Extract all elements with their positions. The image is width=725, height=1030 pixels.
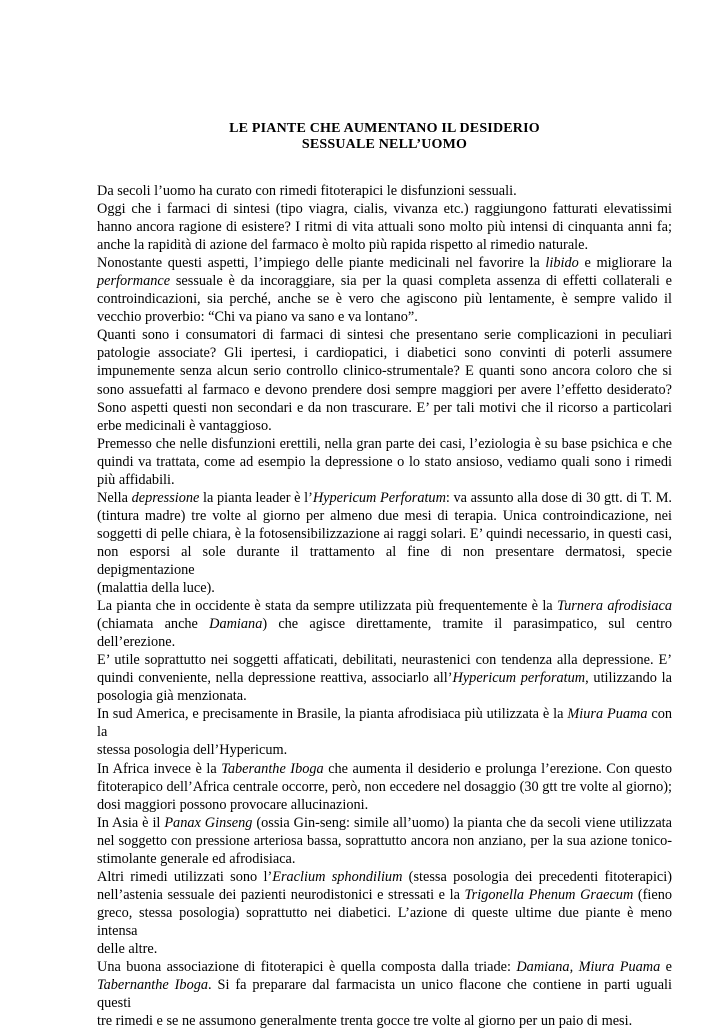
text-segment: con la: [97, 706, 673, 741]
text-line: [97, 741, 672, 759]
text-segment: Premesso che nelle disfunzioni erettili, nella gran parte dei casi, l’eziologia è su base psichica e che: [97, 435, 672, 452]
text-line: [97, 705, 672, 741]
text-line: [97, 1012, 672, 1030]
text-line: [97, 308, 672, 326]
text-line: [97, 778, 672, 796]
text-segment: (tintura madre) tre volte al giorno per almeno due mesi di terapia. Unica controindicazione, nei: [97, 507, 672, 524]
italic-term: libido: [545, 255, 579, 272]
text-line: [97, 399, 672, 417]
document-title: [97, 121, 672, 153]
text-segment: vecchio proverbio: “Chi va piano va sano e va lontano”.: [97, 309, 418, 326]
italic-term: performance: [97, 273, 171, 290]
text-segment: tre rimedi e se ne assumono generalmente trenta gocce tre volte al giorno per un paio di mesi.: [97, 1013, 633, 1030]
text-segment: stimolante generale ed afrodisiaca.: [97, 850, 296, 867]
italic-term: Tabernanthe Iboga: [97, 977, 209, 994]
text-line: [97, 850, 672, 868]
text-line: [97, 832, 672, 850]
text-segment: patologie associate? Gli ipertesi, i cardiopatici, i diabetici sono convinti di poterli assumere: [97, 345, 672, 362]
text-line: [97, 362, 672, 380]
text-line: [97, 976, 672, 1012]
text-line: [97, 290, 672, 308]
text-segment: sessuale è da incoraggiare, sia per la quasi completa assenza di effetti collaterali e: [170, 273, 672, 290]
text-segment: ) che agisce direttamente, tramite il parasimpatico, sul centro dell’erezione.: [97, 616, 672, 651]
italic-term: Damiana, Miura Puama: [516, 959, 661, 976]
text-line: [97, 254, 672, 272]
text-segment: posologia già menzionata.: [97, 688, 247, 705]
text-line: [97, 471, 672, 489]
text-line: [97, 417, 672, 435]
text-segment: impunemente senza alcun serio controllo clinico-strumentale? E quanti sono ancora coloro che si: [97, 363, 672, 380]
italic-term: Eraclium sphondilium: [272, 868, 403, 885]
text-segment: In sud America, e precisamente in Brasile, la pianta afrodisiaca più utilizzata è la: [97, 706, 568, 723]
text-segment: (chiamata anche: [97, 616, 210, 633]
text-segment: Quanti sono i consumatori di farmaci di sintesi che presentano serie complicazioni in peculiari: [97, 327, 672, 344]
text-segment: sono assuefatti al farmaco e devono prendere dosi sempre maggiori per avere l’effetto desiderato?: [97, 381, 672, 398]
italic-term: depressione: [131, 489, 200, 506]
text-segment: la pianta leader è l’: [199, 489, 313, 506]
text-line: [97, 760, 672, 778]
text-segment: quindi va trattata, come ad esempio la depressione o lo stato ansioso, vediamo quali sono i rimedi: [97, 453, 672, 470]
text-segment: stessa posologia dell’Hypericum.: [97, 742, 288, 759]
text-line: [97, 543, 672, 579]
text-line: [97, 687, 672, 705]
italic-term: Hypericum perforatum: [452, 670, 586, 687]
text-line: [97, 868, 672, 886]
text-segment: : va assunto alla dose di 30 gtt. di T. M.: [445, 489, 673, 506]
text-line: [97, 218, 672, 236]
text-line: [97, 904, 672, 940]
text-segment: erbe medicinali è vantaggioso.: [97, 417, 272, 434]
text-segment: (malattia della luce).: [97, 580, 215, 597]
text-segment: . Si fa preparare dal farmacista un unico flacone che contiene in parti uguali questi: [97, 977, 672, 1012]
text-segment: Una buona associazione di fitoterapici è quella composta dalla triade:: [97, 959, 517, 976]
text-segment: In Africa invece è la: [97, 760, 222, 777]
text-line: [97, 525, 672, 543]
italic-term: Hypericum Perforatum: [312, 489, 446, 506]
text-segment: nel soggetto con pressione arteriosa bassa, soprattutto ancora non anziano, per la sua azione tonico-: [97, 832, 672, 849]
text-line: [97, 200, 672, 218]
text-line: [97, 453, 672, 471]
text-line: [97, 435, 672, 453]
text-segment: quindi conveniente, nella depressione reattiva, associarlo all’: [97, 670, 453, 687]
text-line: [97, 489, 672, 507]
title-line-1: LE PIANTE CHE AUMENTANO IL DESIDERIO: [229, 121, 540, 136]
text-segment: hanno ancora ragione di esistere? I ritmi di vita attuali sono molto più intensi di cinquanta anni fa;: [97, 219, 672, 236]
text-segment: In Asia è il: [97, 814, 165, 831]
text-segment: Oggi che i farmaci di sintesi (tipo viagra, cialis, vivanza etc.) raggiungono fatturati elevatissimi: [97, 201, 672, 218]
text-line: [97, 597, 672, 615]
text-segment: dosi maggiori possono provocare allucinazioni.: [97, 796, 369, 813]
text-segment: (ossia Gin-seng: simile all’uomo) la pianta che da secoli viene utilizzata: [252, 814, 672, 831]
text-line: [97, 344, 672, 362]
text-segment: La pianta che in occidente è stata da sempre utilizzata più frequentemente è la: [97, 598, 557, 615]
text-line: [97, 814, 672, 832]
text-segment: soggetti di pelle chiara, è la fotosensibilizzazione ai raggi solari. E’ quindi necessario, in questi casi,: [97, 525, 672, 542]
italic-term: Turnera afrodisiaca: [556, 598, 672, 615]
italic-term: Taberanthe Iboga: [221, 760, 324, 777]
text-segment: non esporsi al sole durante il trattamento al fine di non presentare dermatosi, specie depigmentazione: [97, 543, 672, 578]
text-segment: (fieno: [633, 886, 672, 903]
italic-term: Miura Puama: [567, 706, 648, 723]
text-segment: , utilizzando la: [585, 670, 672, 687]
text-segment: Da secoli l’uomo ha curato con rimedi fitoterapici le disfunzioni sessuali.: [97, 183, 517, 199]
text-line: [97, 182, 672, 200]
text-line: [97, 940, 672, 958]
text-line: [97, 579, 672, 597]
italic-term: Trigonella Phenum Graecum: [464, 886, 634, 903]
text-segment: e: [660, 959, 672, 976]
text-segment: che aumenta il desiderio e prolunga l’erezione. Con questo: [323, 760, 672, 777]
text-segment: Nella: [97, 489, 132, 506]
text-segment: fitoterapico dell’Africa centrale occorre, però, non eccedere nel dosaggio (30 gtt tre volte al giorno);: [97, 778, 672, 795]
text-segment: delle altre.: [97, 940, 158, 957]
text-segment: più affidabili.: [97, 471, 175, 488]
text-segment: nell’astenia sessuale dei pazienti neurodistonici e stressati e la: [97, 886, 465, 903]
text-line: [97, 796, 672, 814]
text-line: [97, 958, 672, 976]
text-line: [97, 507, 672, 525]
text-segment: greco, stessa posologia) soprattutto nei diabetici. L’azione di queste ultime due piante è meno intensa: [97, 904, 672, 939]
text-segment: (stessa posologia dei precedenti fitoterapici): [402, 868, 672, 885]
title-line-2: SESSUALE NELL’UOMO: [301, 137, 468, 152]
text-segment: Nonostante questi aspetti, l’impiego delle piante medicinali nel favorire la: [97, 255, 546, 272]
text-segment: controindicazioni, sia perché, anche se è vero che agiscono più lentamente, è sempre valido il: [97, 291, 672, 308]
text-line: [97, 886, 672, 904]
document-body: [97, 182, 672, 1030]
text-segment: Sono aspetti questi non secondari e da non trascurare. E’ per tali motivi che il ricorso a particolari: [97, 399, 672, 416]
italic-term: Panax Ginseng: [164, 814, 253, 831]
text-segment: e migliorare la: [578, 255, 672, 272]
text-line: [97, 236, 672, 254]
italic-term: Damiana: [209, 616, 263, 633]
document-page: [97, 121, 672, 1030]
text-segment: Altri rimedi utilizzati sono l’: [97, 868, 273, 885]
text-line: [97, 669, 672, 687]
text-line: [97, 615, 672, 651]
text-segment: E’ utile soprattutto nei soggetti affaticati, debilitati, neurastenici con tendenza alla depressione. E’: [97, 652, 672, 669]
text-line: [97, 381, 672, 399]
text-line: [97, 326, 672, 344]
text-line: [97, 272, 672, 290]
text-segment: anche la rapidità di azione del farmaco è molto più rapida rispetto al rimedio naturale.: [97, 237, 589, 254]
text-line: [97, 651, 672, 669]
